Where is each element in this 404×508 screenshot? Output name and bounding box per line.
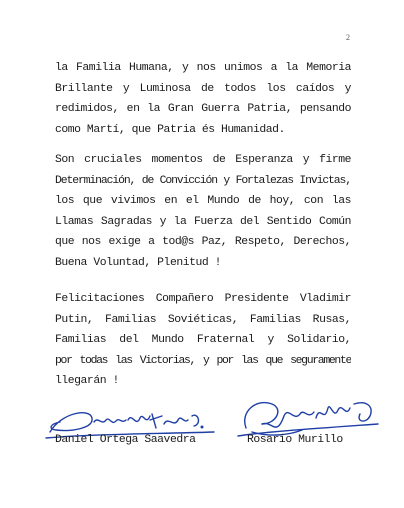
text-line: Felicitaciones Compañero Presidente Vladimir — [55, 293, 351, 305]
text-line: por todas las Victorias, y por las que seguramente — [55, 354, 351, 367]
page-number: 2 — [346, 33, 350, 42]
signatory-name-right: Rosario Murillo — [247, 434, 343, 446]
text-line: Determinación, de Convicción y Fortalezas Invictas, — [55, 174, 351, 187]
text-line: Familias del Mundo Fraternal y Solidario, — [55, 334, 351, 346]
text-line: los que vivimos en el Mundo de hoy, con las — [55, 195, 351, 207]
text-line: Son cruciales momentos de Esperanza y firme — [55, 154, 351, 166]
signatory-name-left: Daniel Ortega Saavedra — [55, 434, 196, 446]
text-line: la Familia Humana, y nos unimos a la Memoria — [55, 62, 351, 74]
text-line: Buena Voluntad, Plenitud ! — [55, 256, 222, 269]
paragraph-memoria — [55, 58, 351, 140]
text-line: como Martí, que Patria és Humanidad. — [55, 123, 285, 136]
text-line: Putin, Familias Soviéticas, Familias Rusas, — [55, 313, 351, 326]
text-line: Llamas Sagradas y la Fuerza del Sentido Común — [55, 215, 351, 228]
text-line: Brillante y Luminosa de todos los caídos y — [55, 82, 351, 95]
text-line: que nos exige a tod@s Paz, Respeto, Derechos, — [55, 236, 351, 248]
paragraph-felicitaciones — [55, 289, 351, 392]
text-line: llegarán ! — [55, 375, 119, 387]
text-line: redimidos, en la Gran Guerra Patria, pensando — [55, 103, 351, 115]
paragraph-esperanza — [55, 150, 351, 273]
